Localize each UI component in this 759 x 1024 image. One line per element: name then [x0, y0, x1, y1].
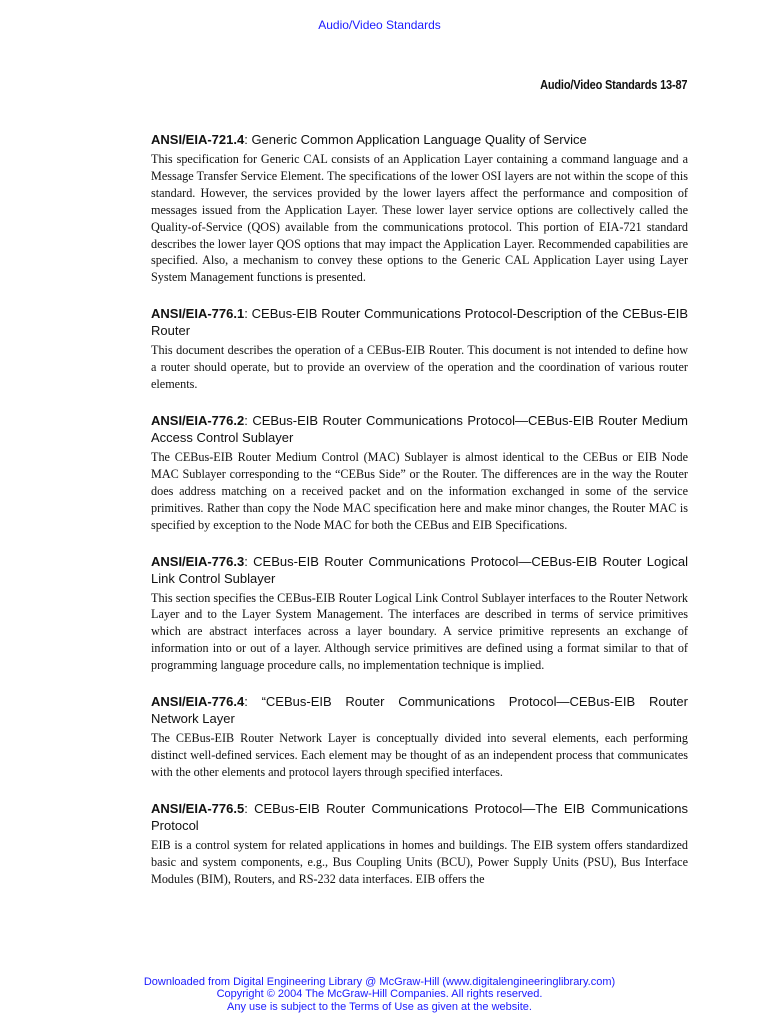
section-heading: ANSI/EIA-776.2: CEBus-EIB Router Communications Protocol—CEBus-EIB Router Medium Access Control Sublayer — [151, 412, 688, 445]
standard-title: CEBus-EIB Router Communications Protocol—CEBus-EIB Router Logical Link Control Sublayer — [151, 553, 688, 586]
section-776-4 — [151, 693, 688, 781]
standard-title: “CEBus-EIB Router Communications Protocol—CEBus-EIB Router Network Layer — [151, 694, 688, 727]
section-body: EIB is a control system for related applications in homes and buildings. The EIB system offers standardized basic and system components, e.g., Bus Coupling Units (BCU), Power Supply Units (PSU), Bus Interface Modules (BIM), Routers, and RS-232 data interfaces. EIB offers the — [151, 837, 688, 886]
section-heading: ANSI/EIA-776.4: “CEBus-EIB Router Communications Protocol—CEBus-EIB Router Network Layer — [151, 694, 688, 727]
standard-title: CEBus-EIB Router Communications Protocol-Description of the CEBus-EIB Router — [151, 306, 688, 339]
footer-download-link[interactable]: Downloaded from Digital Engineering Library @ McGraw-Hill (www.digitalengineeringlibrary.com) — [143, 976, 616, 988]
standard-id: ANSI/EIA-776.1 — [151, 306, 245, 322]
top-header-link[interactable]: Audio/Video Standards — [318, 18, 441, 32]
page-content — [151, 131, 688, 906]
footer-copyright-link[interactable]: Copyright © 2004 The McGraw-Hill Companies. All rights reserved. — [216, 988, 543, 1001]
section-776-1 — [151, 305, 688, 393]
standard-id: ANSI/EIA-776.3 — [151, 553, 245, 569]
section-heading: ANSI/EIA-721.4: Generic Common Application Language Quality of Service — [151, 132, 587, 147]
standard-id: ANSI/EIA-776.4 — [151, 694, 245, 710]
section-776-5 — [151, 800, 688, 888]
section-721-4 — [151, 131, 688, 286]
section-body: The CEBus-EIB Router Network Layer is conceptually divided into several elements, each performing distinct well-defined services. Each element may be thought of as an independent process that communicates with the other elements and protocol layers through specified interfaces. — [151, 731, 688, 779]
section-body: This section specifies the CEBus-EIB Router Logical Link Control Sublayer interfaces to the Router Network Layer and to the Layer System Management. The interfaces are described in terms of service primitives which are abstract interfaces across a layer boundary. A service primitive represents an exchange of information into or out of a layer. Although service primitives are defined using a format similar to that of programming language procedure calls, no implementation technique is implied. — [151, 590, 688, 673]
section-heading: ANSI/EIA-776.5: CEBus-EIB Router Communications Protocol—The EIB Communications Protocol — [151, 800, 688, 833]
standard-id: ANSI/EIA-776.2 — [151, 412, 245, 428]
running-head: Audio/Video Standards 13-87 — [539, 78, 687, 92]
footer-terms-link[interactable]: Any use is subject to the Terms of Use as given at the website. — [227, 1000, 532, 1013]
download-footer — [0, 976, 759, 1013]
section-776-2 — [151, 412, 688, 534]
standard-title: CEBus-EIB Router Communications Protocol—The EIB Communications Protocol — [151, 800, 688, 833]
section-heading: ANSI/EIA-776.3: CEBus-EIB Router Communications Protocol—CEBus-EIB Router Logical Link Control Sublayer — [151, 553, 688, 586]
standard-id: ANSI/EIA-776.5 — [151, 800, 245, 816]
standard-title: Generic Common Application Language Quality of Service — [251, 132, 587, 147]
section-body: This specification for Generic CAL consists of an Application Layer containing a command language and a Message Transfer Service Element. The specifications of the lower OSI layers are not within the scope of this standard. However, the services provided by the lower layers affect the performance and composition of messages issued from the Application Layer. These lower layer service options are collectively called the Quality-of-Service (QOS) available from the communications protocol. This portion of EIA-721 standard describes the lower layer QOS options that may impact the Application Layer. Recommended capabilities are specified. Also, a mechanism to convey these options to the Generic CAL Application Layer using Layer System Management functions is presented. — [151, 152, 688, 285]
standard-id: ANSI/EIA-721.4 — [151, 132, 245, 147]
section-body: The CEBus-EIB Router Medium Control (MAC) Sublayer is almost identical to the CEBus or EIB Node MAC Sublayer corresponding to the “CEBus Side” or the Router. The differences are in the way the Router does address matching on a received packet and on the information exchanged in some of the service primitives. Rather than copy the Node MAC specification here and make minor changes, the Router MAC is specified by exception to the Node MAC for both the CEBus and EIB Specifications. — [151, 449, 688, 532]
section-heading: ANSI/EIA-776.1: CEBus-EIB Router Communications Protocol-Description of the CEBus-EIB Router — [151, 306, 688, 339]
section-776-3 — [151, 553, 688, 675]
section-body: This document describes the operation of a CEBus-EIB Router. This document is not intended to define how a router should operate, but to provide an overview of the operation and the coordination of various router elements. — [151, 343, 688, 392]
standard-title: CEBus-EIB Router Communications Protocol—CEBus-EIB Router Medium Access Control Sublayer — [151, 412, 688, 445]
